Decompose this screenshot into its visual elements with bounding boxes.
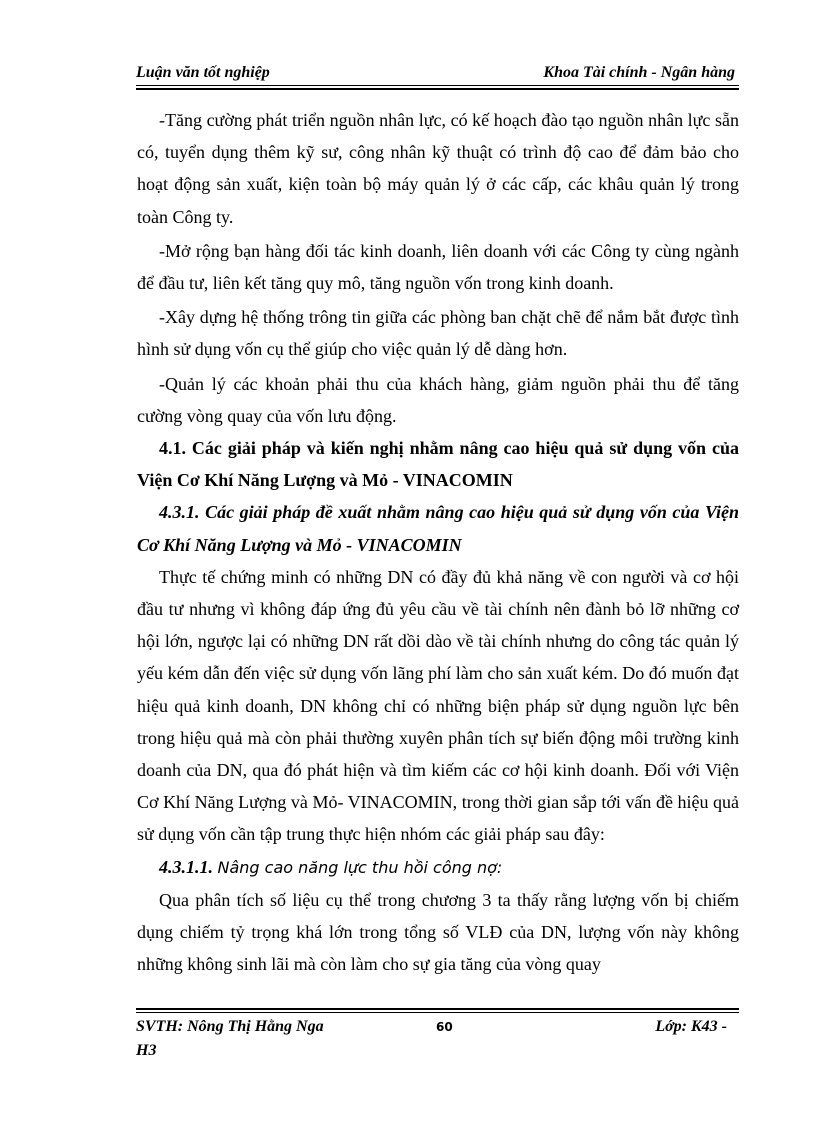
paragraph-partners: -Mở rộng bạn hàng đối tác kinh doanh, liên doanh với các Công ty cùng ngành để đầu tư, liên kết tăng quy mô, tăng nguồn vốn trong kinh doanh. [137, 240, 739, 294]
header-rule-thin [136, 85, 739, 86]
heading-4-3-1-1-number: 4.3.1.1. [159, 856, 213, 877]
heading-4-1: 4.1. Các giải pháp và kiến nghị nhằm nâng cao hiệu quả sử dụng vốn của Viện Cơ Khí Năng Lượng và Mỏ - VINACOMIN [137, 438, 739, 491]
footer-class-label-continued: H3 [136, 1042, 157, 1059]
paragraph-analysis: Qua phân tích số liệu cụ thể trong chương 3 ta thấy rằng lượng vốn bị chiếm dụng chiếm tỷ trọng khá lớn trong tổng số VLĐ của DN, lượng vốn này không những không sinh lãi mà còn làm cho sự gia tăng của vòng quay [137, 889, 739, 975]
heading-4-3-1-1-title: Nâng cao năng lực thu hồi công nợ: [217, 857, 503, 877]
footer-page-number: 60 [436, 1020, 453, 1034]
paragraph-reality: Thực tế chứng minh có những DN có đầy đủ khả năng về con người và cơ hội đầu tư nhưng vì không đáp ứng đủ yêu cầu về tài chính nên đành bỏ lỡ những cơ hội lớn, ngược lại có những DN rất dồi dào về tài chính nhưng do công tác quản lý yếu kém dẫn đến việc sử dụng vốn lãng phí làm cho sản xuất kém. Do đó muốn đạt hiệu quả kinh doanh, DN không chỉ có những biện pháp sử dụng nguồn lực bên trong hiệu quả mà còn phải thường xuyên phân tích sự biến động môi trường kinh doanh của DN, qua đó phát hiện và tìm kiếm các cơ hội kinh doanh. Đối với Viện Cơ Khí Năng Lượng và Mỏ- VINACOMIN, trong thời gian sắp tới vấn đề hiệu quả sử dụng vốn cần tập trung thực hiện nhóm các giải pháp sau đây: [137, 566, 739, 845]
paragraph-receivables: -Quản lý các khoản phải thu của khách hàng, giảm nguồn phải thu để tăng cường vòng quay của vốn lưu động. [137, 373, 739, 426]
footer-class-label: Lớp: K43 - [655, 1018, 727, 1035]
footer-rule-thick [136, 1008, 739, 1010]
heading-4-3-1: 4.3.1. Các giải pháp đề xuất nhằm nâng cao hiệu quả sử dụng vốn của Viện Cơ Khí Năng Lượng và Mỏ - VINACOMIN [137, 502, 739, 555]
paragraph-human-resources: -Tăng cường phát triển nguồn nhân lực, có kế hoạch đào tạo nguồn nhân lực sẵn có, tuyển dụng thêm kỹ sư, công nhân kỹ thuật có trình độ cao để đảm bảo cho hoạt động sản xuất, kiện toàn bộ máy quản lý ở các cấp, các khâu quản lý trong toàn Công ty. [137, 110, 739, 227]
header-faculty-label: Khoa Tài chính - Ngân hàng [543, 64, 735, 81]
heading-4-3-1-1 [137, 851, 739, 884]
page-header [136, 64, 739, 86]
header-thesis-label: Luận văn tốt nghiệp [136, 64, 270, 81]
footer-rule-thin [136, 1012, 739, 1013]
header-rule-thick [136, 88, 739, 90]
footer-student-name: SVTH: Nông Thị Hằng Nga [136, 1018, 324, 1035]
paragraph-information-system: -Xây dựng hệ thống trông tin giữa các phòng ban chặt chẽ để nắm bắt được tình hình sử dụng vốn cụ thể giúp cho việc quản lý dễ dàng hơn. [137, 307, 739, 360]
page-footer [136, 1008, 739, 1068]
page-body [137, 104, 739, 980]
